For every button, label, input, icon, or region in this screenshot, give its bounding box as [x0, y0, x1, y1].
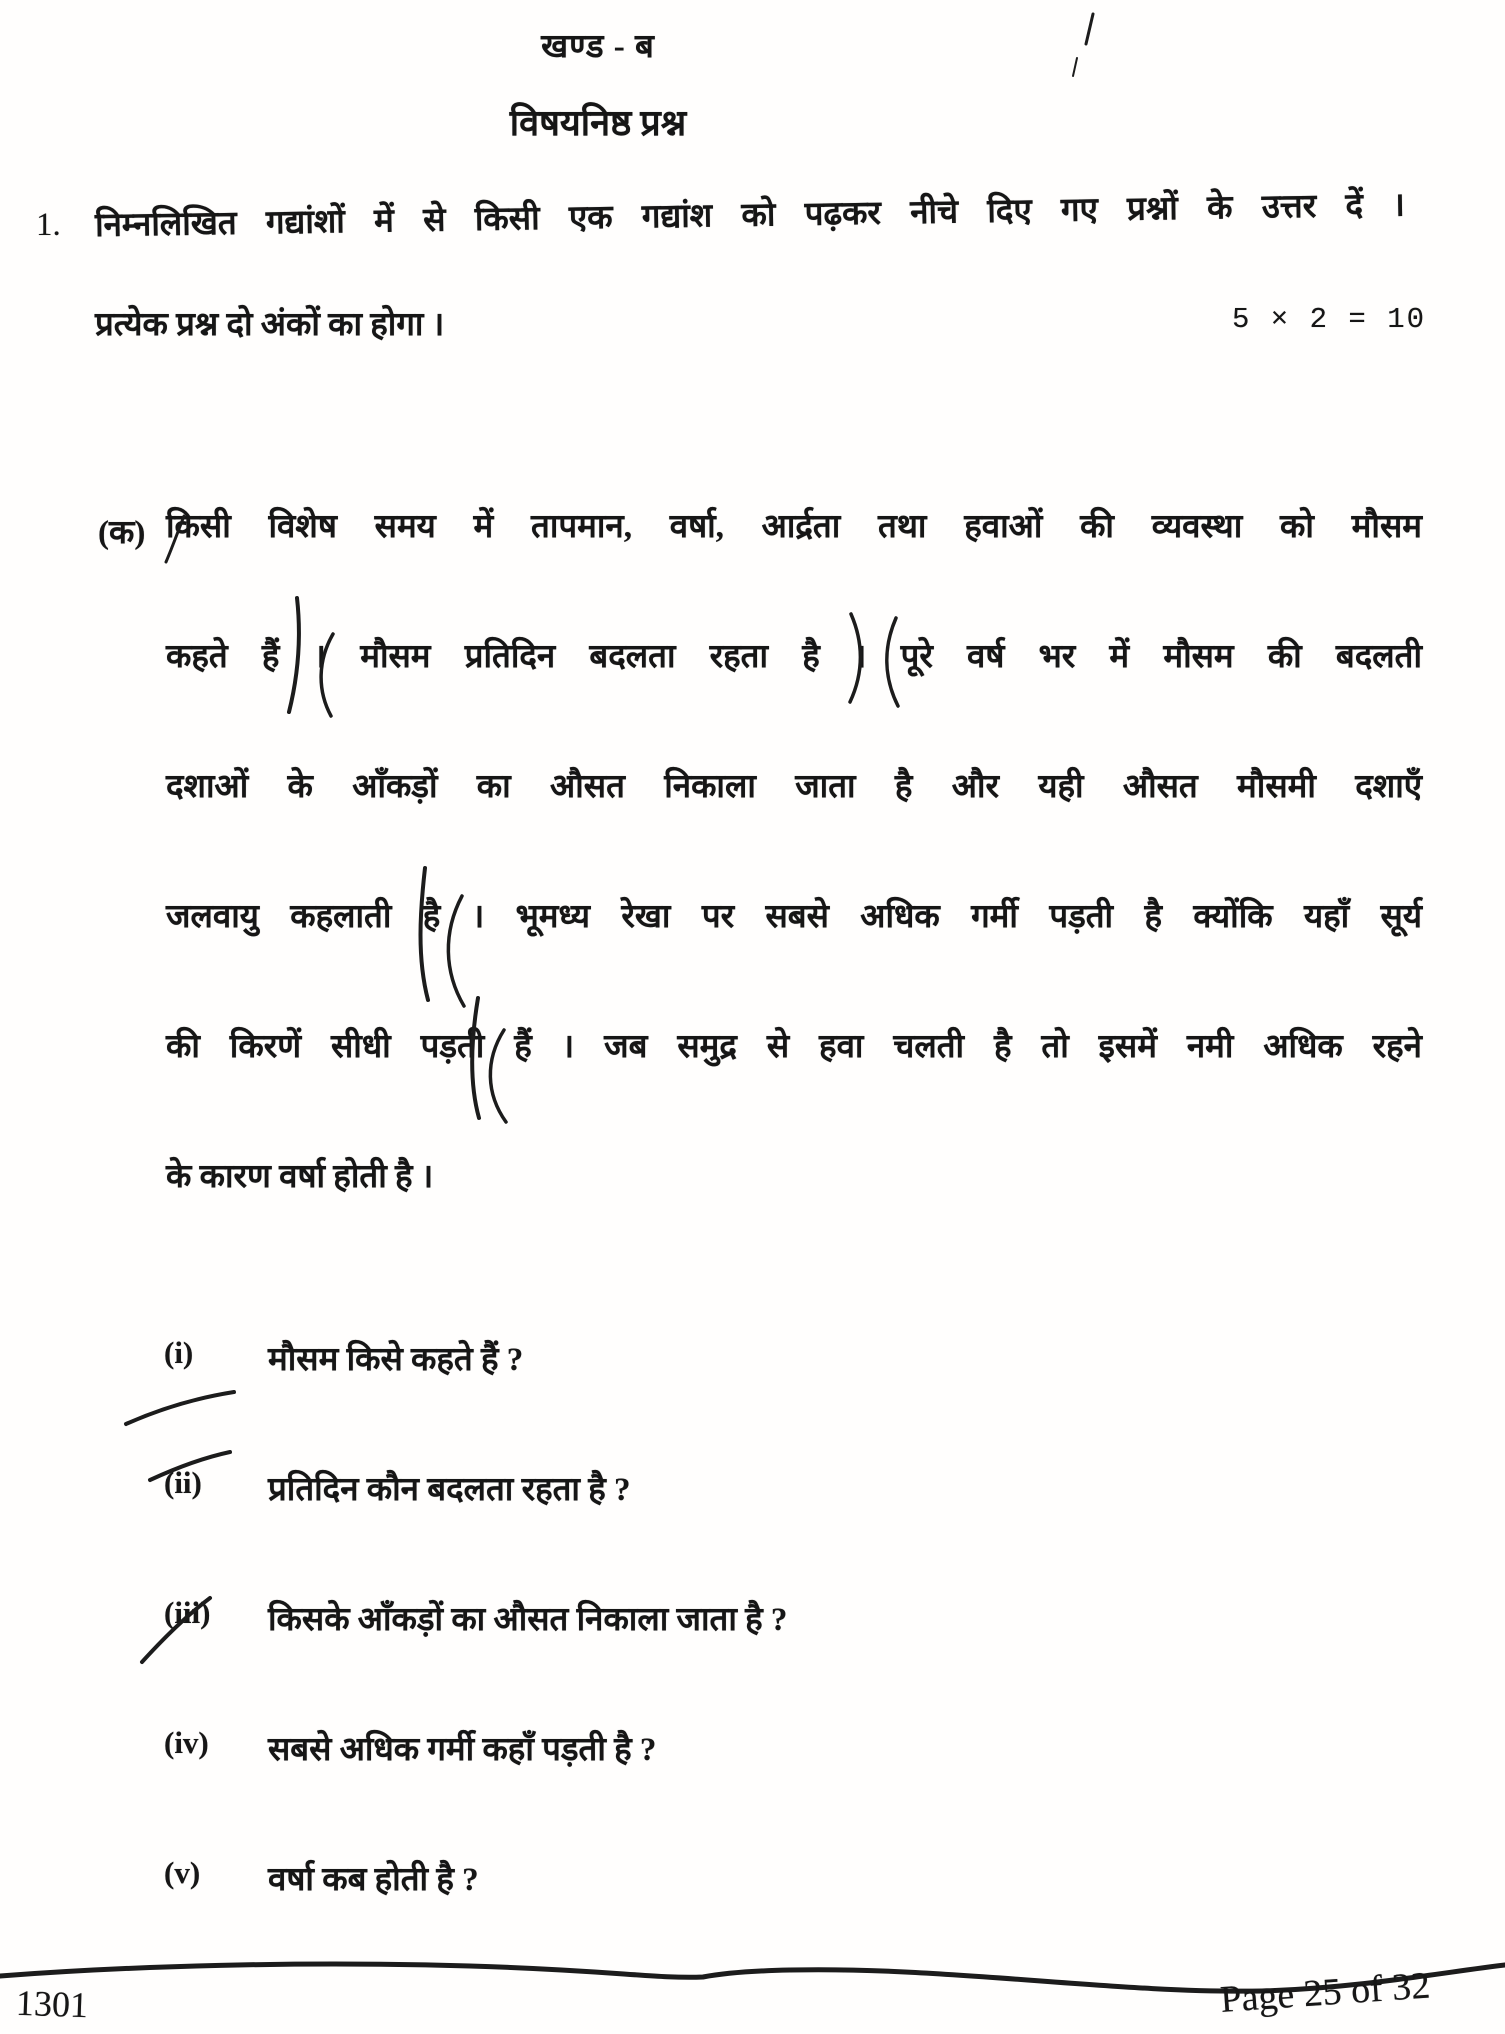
- page-header: [0, 0, 1196, 146]
- sub-question-row: [164, 1855, 1164, 1985]
- passage-line: कहते हैं । मौसम प्रतिदिन बदलता रहता है । पूरे वर्ष भर में मौसम की बदलती: [166, 639, 1422, 675]
- sub-question-text: वर्षा कब होती है ?: [268, 1862, 479, 1898]
- passage-line: की किरणें सीधी पड़ती हैं । जब समुद्र से हवा चलती है तो इसमें नमी अधिक रहने: [166, 1029, 1422, 1065]
- sub-question-row: [164, 1465, 1164, 1595]
- marks-value: 5 × 2 = 10: [1232, 303, 1427, 336]
- passage-line: जलवायु कहलाती है । भूमध्य रेखा पर सबसे अधिक गर्मी पड़ती है क्योंकि यहाँ सूर्य: [166, 899, 1422, 935]
- sub-question-text: मौसम किसे कहते हैं ?: [268, 1342, 524, 1378]
- sub-question-row: [164, 1335, 1164, 1465]
- sub-question-row: [164, 1725, 1164, 1855]
- passage-line: के कारण वर्षा होती है ।: [166, 1159, 434, 1195]
- sub-question-marker: (iii): [164, 1595, 211, 1630]
- passage-label: (क): [98, 515, 146, 551]
- passage-line: किसी विशेष समय में तापमान, वर्षा, आर्द्रता तथा हवाओं की व्यवस्था को मौसम: [166, 509, 1422, 545]
- sub-question-marker: (i): [164, 1335, 194, 1370]
- sub-question-marker: (iv): [164, 1725, 209, 1760]
- sub-question-marker: (ii): [164, 1465, 202, 1500]
- passage-line: दशाओं के आँकड़ों का औसत निकाला जाता है और यही औसत मौसमी दशाएँ: [166, 769, 1422, 805]
- question-number: 1.: [36, 207, 61, 243]
- paper-code: 1301: [15, 1982, 89, 2026]
- section-subtitle: विषयनिष्ठ प्रश्न: [509, 103, 687, 143]
- sub-question-text: सबसे अधिक गर्मी कहाँ पड़ती है ?: [268, 1732, 657, 1768]
- sub-question-row: [164, 1595, 1164, 1725]
- sub-question-list: [164, 1335, 1164, 1985]
- question-instruction-line1: निम्नलिखित गद्यांशों में से किसी एक गद्यांश को पढ़कर नीचे दिए गए प्रश्नों के उत्तर दें ।: [94, 187, 1406, 244]
- question-instruction-line2: प्रत्येक प्रश्न दो अंकों का होगा ।: [95, 307, 445, 343]
- sub-question-text: किसके आँकड़ों का औसत निकाला जाता है ?: [268, 1602, 788, 1638]
- section-title: खण्ड - ब: [541, 29, 655, 65]
- sub-question-marker: (v): [164, 1855, 201, 1890]
- page-indicator: Page 25 of 32: [1219, 1964, 1432, 2022]
- sub-question-text: प्रतिदिन कौन बदलता रहता है ?: [268, 1472, 631, 1508]
- passage-text: [166, 505, 1422, 1285]
